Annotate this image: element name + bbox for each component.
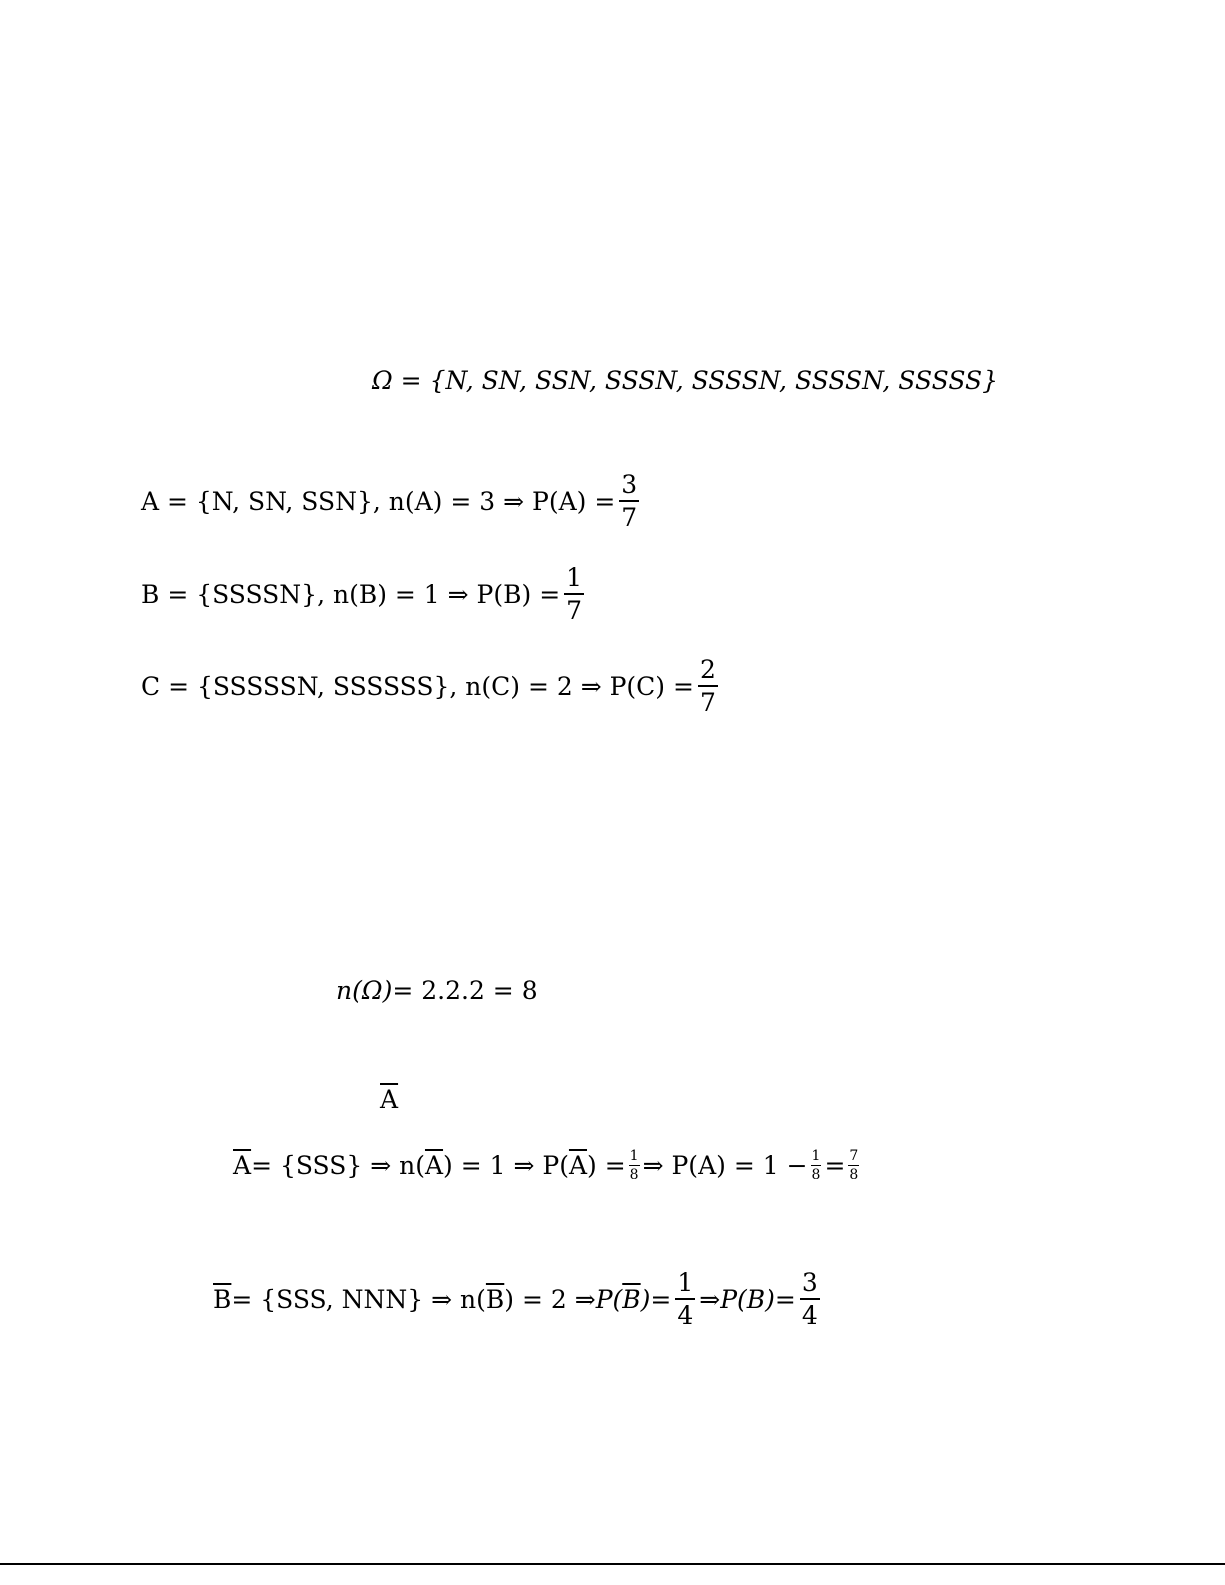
event-a-fraction (619, 472, 639, 530)
a-complement-symbol: $\overline{A}$ (424, 1151, 444, 1180)
event-c-equation (141, 657, 722, 715)
b-complement-text: ) = 2 ⇒ (504, 1284, 596, 1314)
fraction-denominator: 8 (629, 1167, 639, 1183)
b-complement-text: = {SSS, NNN} ⇒ n( (231, 1284, 486, 1314)
event-b-lhs: B = {SSSSN}, n(B) = 1 ⇒ P(B) = (141, 579, 561, 609)
b-result-fraction (800, 1270, 820, 1328)
a-result-fraction (848, 1149, 859, 1182)
a-complement-sub-fraction (811, 1149, 822, 1182)
event-b-numerator: 1 (566, 563, 583, 592)
b-complement-text: = (774, 1284, 796, 1314)
event-b-fraction (564, 565, 584, 623)
b-complement-text: = (650, 1284, 672, 1314)
fraction-numerator: 1 (811, 1148, 821, 1164)
a-complement-text: = {SSS} ⇒ n( (251, 1151, 425, 1180)
b-complement-symbol: $\overline{B}$ (622, 1284, 641, 1314)
a-complement-text: ) = 1 ⇒ P( (443, 1151, 569, 1180)
event-a-lhs: A = {N, SN, SSN}, n(A) = 3 ⇒ P(A) = (141, 486, 616, 516)
b-complement-symbol: $\overline{B}$ (485, 1284, 505, 1314)
b-complement-equation (213, 1270, 824, 1328)
a-complement-symbol: $\overline{A}$ (380, 1085, 399, 1114)
fraction-numerator: 7 (849, 1148, 859, 1164)
event-c-denominator: 7 (699, 688, 716, 717)
fraction-numerator: 1 (629, 1148, 639, 1164)
a-complement-equation (233, 1149, 862, 1182)
event-a-equation (141, 472, 643, 530)
page-bottom-rule (0, 1563, 1225, 1565)
a-complement-text: ) = (587, 1151, 626, 1180)
event-b-equation (141, 565, 588, 623)
a-complement-symbol: $\overline{A}$ (233, 1151, 252, 1180)
event-c-lhs: C = {SSSSSN, SSSSSS}, n(C) = 2 ⇒ P(C) = (141, 671, 694, 701)
a-complement-text: = (824, 1151, 846, 1180)
n-omega-lhs: n(Ω) (336, 976, 393, 1005)
fraction-denominator: 4 (801, 1301, 818, 1330)
b-complement-text: ⇒ (699, 1284, 721, 1314)
event-c-fraction (698, 657, 718, 715)
omega-set-equation (372, 368, 998, 393)
b-complement-prob-fraction (675, 1270, 695, 1328)
n-omega-rhs: = 2.2.2 = 8 (392, 976, 538, 1005)
fraction-numerator: 1 (677, 1268, 694, 1297)
fraction-denominator: 8 (849, 1167, 859, 1183)
b-complement-text: ) (640, 1284, 651, 1314)
event-c-numerator: 2 (699, 655, 716, 684)
a-complement-symbol: $\overline{A}$ (568, 1151, 588, 1180)
a-complement-text: ⇒ P(A) = 1 − (642, 1151, 808, 1180)
a-complement-label (380, 1087, 398, 1112)
fraction-denominator: 4 (677, 1301, 694, 1330)
event-b-denominator: 7 (566, 596, 583, 625)
n-omega-equation (336, 978, 538, 1003)
event-a-numerator: 3 (621, 470, 638, 499)
event-a-denominator: 7 (621, 503, 638, 532)
b-complement-text: P(B) (720, 1284, 775, 1314)
fraction-numerator: 3 (801, 1268, 818, 1297)
fraction-denominator: 8 (811, 1167, 821, 1183)
omega-set-text: Ω = {N, SN, SSN, SSSN, SSSSN, SSSSN, SSSSS} (372, 366, 999, 395)
b-complement-symbol: $\overline{B}$ (213, 1284, 232, 1314)
b-complement-text: P( (595, 1284, 623, 1314)
a-complement-prob-fraction (629, 1149, 640, 1182)
